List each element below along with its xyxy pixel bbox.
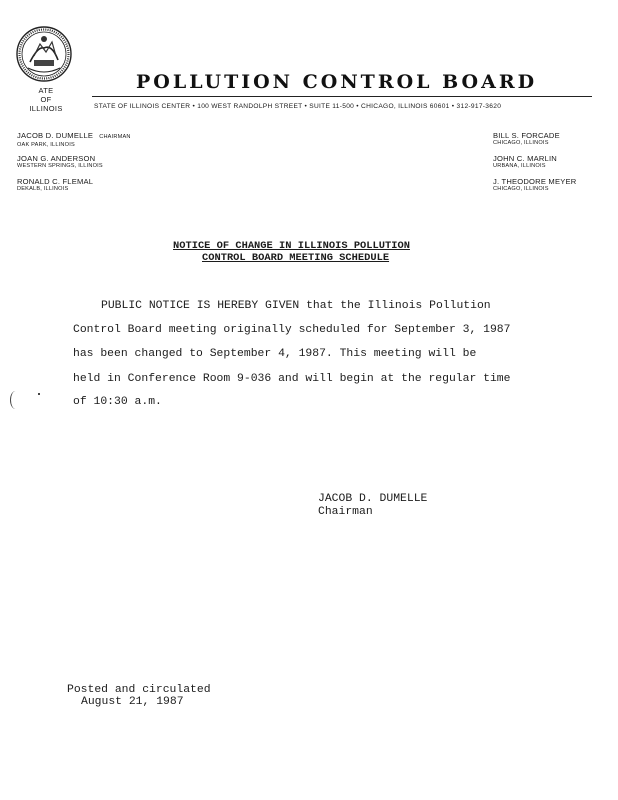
member-name: BILL S. FORCADE: [493, 131, 560, 140]
board-member: [17, 154, 103, 170]
state-label-line: ATE: [38, 86, 54, 95]
board-member: [493, 177, 576, 193]
state-label: [22, 86, 70, 113]
member-place: DEKALB, ILLINOIS: [17, 186, 69, 192]
state-label-line: ILLINOIS: [29, 104, 63, 113]
notice-body-line: Control Board meeting originally scheduled for September 3, 1987: [73, 324, 511, 336]
member-name: RONALD C. FLEMAL: [17, 177, 94, 186]
scan-mark: [10, 391, 21, 409]
board-member: [493, 154, 557, 170]
member-name: J. THEODORE MEYER: [493, 177, 577, 186]
notice-body-line: held in Conference Room 9-036 and will begin at the regular time: [73, 373, 511, 385]
state-label-line: OF: [40, 95, 52, 104]
member-name: JOHN C. MARLIN: [493, 154, 557, 163]
notice-heading-line: NOTICE OF CHANGE IN ILLINOIS POLLUTION: [173, 240, 410, 252]
posted-line: Posted and circulated: [67, 684, 211, 696]
letterhead-title: POLLUTION CONTROL BOARD: [136, 71, 538, 93]
member-place: CHICAGO, ILLINOIS: [493, 140, 549, 146]
notice-heading-line: CONTROL BOARD MEETING SCHEDULE: [202, 252, 390, 264]
signature-name: JACOB D. DUMELLE: [318, 493, 428, 505]
member-place: CHICAGO, ILLINOIS: [493, 186, 549, 192]
member-place: WESTERN SPRINGS, ILLINOIS: [17, 163, 103, 169]
board-member: [17, 131, 131, 149]
member-name: JOAN G. ANDERSON: [17, 154, 96, 163]
letterhead-address: STATE OF ILLINOIS CENTER • 100 WEST RANDOLPH STREET • SUITE 11-500 • CHICAGO, ILLINOIS 60601 • 312-917-3620: [94, 103, 502, 110]
board-member: [493, 131, 560, 147]
state-seal-icon: [16, 26, 72, 82]
signature-title: Chairman: [318, 506, 373, 518]
posted-date: August 21, 1987: [81, 696, 184, 708]
notice-body-line: has been changed to September 4, 1987. This meeting will be: [73, 348, 477, 360]
letterhead-rule: [92, 96, 592, 97]
board-member: [17, 177, 93, 193]
member-name: JACOB D. DUMELLE: [17, 131, 94, 140]
notice-body-line: PUBLIC NOTICE IS HEREBY GIVEN that the Illinois Pollution: [101, 300, 491, 312]
member-role: CHAIRMAN: [99, 134, 131, 140]
scan-mark: [38, 393, 40, 395]
notice-body-line: of 10:30 a.m.: [73, 396, 162, 408]
member-place: URBANA, ILLINOIS: [493, 163, 546, 169]
member-place: OAK PARK, ILLINOIS: [17, 142, 75, 148]
